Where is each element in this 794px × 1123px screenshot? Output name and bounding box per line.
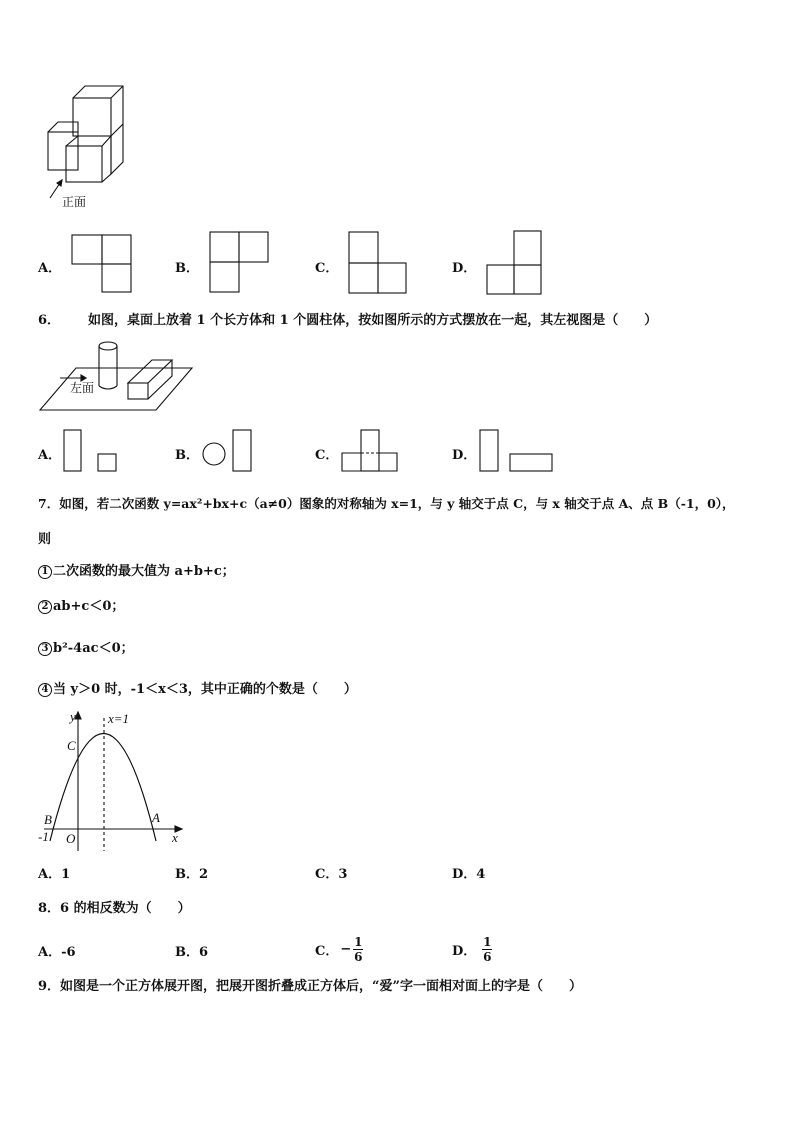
- q5-option-d-figure: [485, 229, 549, 297]
- q5-option-c-figure: [347, 230, 411, 296]
- q5-option-a-figure: [70, 233, 134, 293]
- q6-option-c[interactable]: C．: [315, 448, 339, 463]
- q5-cube-figure: [40, 80, 140, 190]
- q6-option-c-figure: [340, 428, 402, 476]
- graph-label-axis: x=1: [108, 711, 130, 726]
- fraction: $\frac{1}{6}$: [354, 934, 363, 964]
- graph-label-a: A: [152, 810, 160, 825]
- q6-option-a-figure: [62, 428, 122, 476]
- graph-label-x: x: [172, 830, 178, 845]
- circled-number: 1: [38, 565, 52, 579]
- fraction: $\frac{1}{6}$: [483, 934, 492, 964]
- q9-text: 9．如图是一个正方体展开图，把展开图折叠成正方体后，“爱”字一面相对面上的字是（ ）: [38, 979, 583, 994]
- q7-option-a[interactable]: A．1: [38, 867, 71, 882]
- q7-text-line1: 7．如图，若二次函数 y=ax²+bx+c（a≠0）图象的对称轴为 x=1，与 y 轴交于点 C，与 x 轴交于点 A、点 B（-1，0），: [38, 496, 735, 511]
- q7-option-d[interactable]: D．4: [452, 867, 486, 882]
- graph-label-o: O: [66, 831, 76, 846]
- q8-option-c[interactable]: C． − $\frac{1}{6}$: [315, 934, 363, 964]
- q6-option-b-figure: [200, 428, 260, 476]
- q8-option-a[interactable]: A．-6: [38, 945, 76, 960]
- q8-text: 8．6 的相反数为（ ）: [38, 901, 191, 916]
- q7-statement-3: 3 b²-4ac＜0；: [38, 640, 134, 658]
- q7-option-c[interactable]: C．3: [315, 867, 348, 882]
- q7-parabola-graph: [36, 708, 186, 858]
- circled-number: 2: [38, 600, 52, 614]
- graph-label-neg1: -1: [38, 829, 49, 844]
- q5-option-b-figure: [208, 230, 272, 294]
- graph-label-b: B: [44, 812, 52, 827]
- q7-text-line2: 则: [38, 532, 52, 547]
- q6-text: 如图，桌面上放着 1 个长方体和 1 个圆柱体，按如图所示的方式摆放在一起，其左视图是（ ）: [88, 313, 658, 328]
- q8-option-b[interactable]: B．6: [175, 945, 209, 960]
- q7-option-b[interactable]: B．2: [175, 867, 209, 882]
- minus-sign: −: [340, 941, 352, 957]
- q6-option-b[interactable]: B．: [175, 448, 199, 463]
- q7-statement-2: 2 ab+c＜0；: [38, 598, 124, 616]
- q5-option-a[interactable]: A．: [38, 261, 62, 276]
- q7-statement-1: 1 二次函数的最大值为 a+b+c；: [38, 563, 235, 581]
- circled-number: 4: [38, 683, 52, 697]
- front-label: 正面: [62, 195, 87, 209]
- graph-label-c: C: [67, 738, 76, 753]
- q5-option-b[interactable]: B．: [175, 261, 199, 276]
- circled-number: 3: [38, 642, 52, 656]
- q5-option-c[interactable]: C．: [315, 261, 339, 276]
- q6-option-d-figure: [478, 428, 558, 476]
- graph-label-y: y: [70, 709, 76, 724]
- q6-option-a[interactable]: A．: [38, 448, 62, 463]
- q6-table-figure: [38, 338, 198, 414]
- q8-option-d[interactable]: D． $\frac{1}{6}$: [452, 934, 492, 964]
- q7-statement-4: 4 当 y＞0 时，-1＜x＜3，其中正确的个数是（ ）: [38, 681, 357, 699]
- q5-option-d[interactable]: D．: [452, 261, 477, 276]
- left-label: 左面: [70, 381, 95, 395]
- q6-option-d[interactable]: D．: [452, 448, 477, 463]
- q6-number: 6．: [38, 313, 61, 328]
